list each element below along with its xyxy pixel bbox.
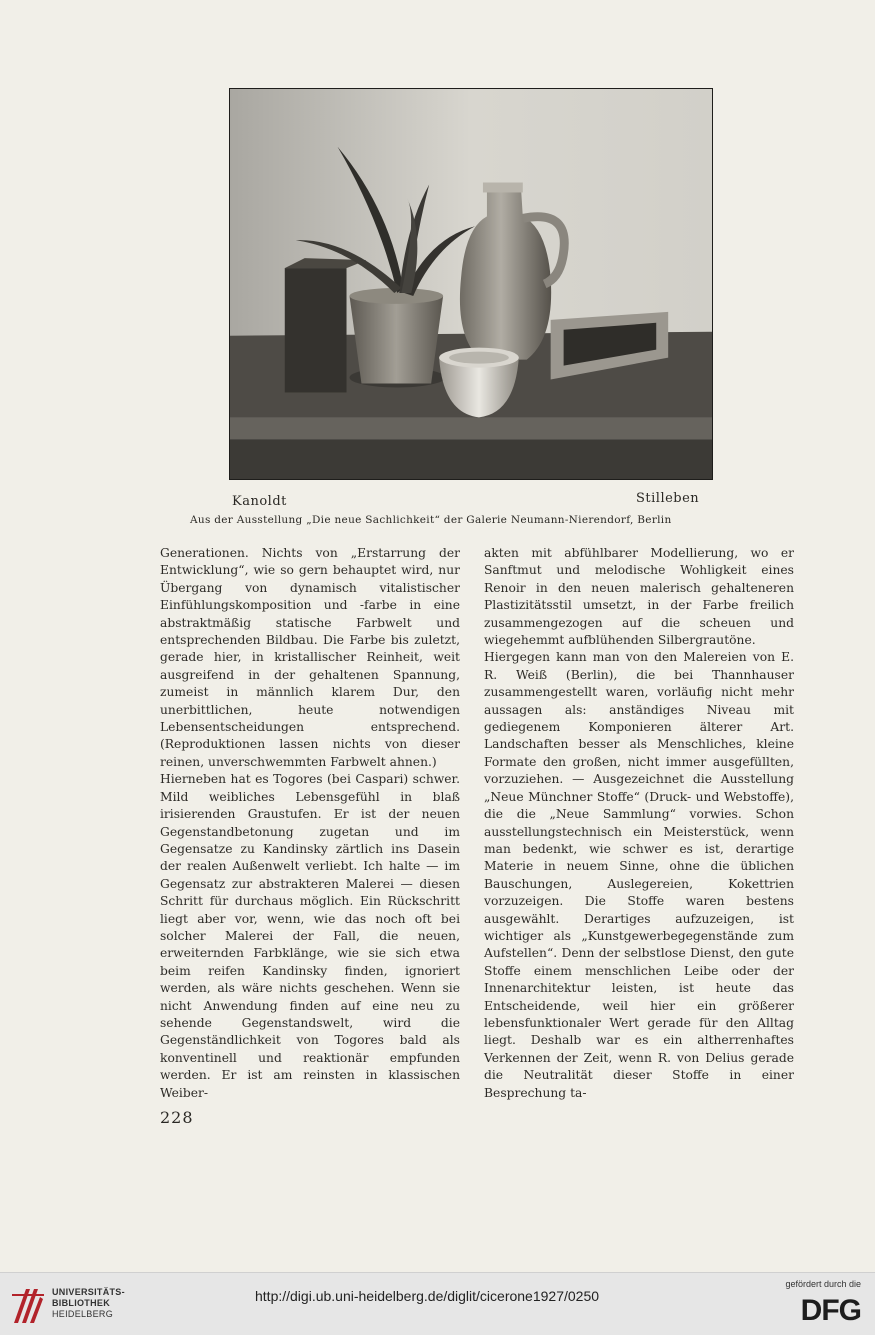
caption-title: Stilleben — [636, 491, 700, 506]
caption-artist: Kanoldt — [232, 494, 287, 509]
paragraph: Hiergegen kann man von den Malereien von E. R. Weiß (Berlin), die bei Thannhauser zusammengestellt waren, vorläufig nicht mehr aussagen als: anständiges Niveau mit gediegenem Komponieren älterer Art. Landschaften besser als Menschliches, kleine Formate den großen, nicht immer ausgefüllten, vorzuziehen. — Ausgezeichnet die Ausstellung „Neue Münchner Stoffe“ (Druck- und Webstoffe), die die „Neue Sammlung“ vorwies. Schon ausstellungstechnisch ein Meisterstück, wenn man bedenkt, wie schwer es ist, derartige Materie in neuem Sinne, ohne die üblichen Bauschungen, Auslegereien, Kokettrien vorzuzeigen. Die Stoffe waren bestens ausgewählt. Derartiges aufzuzeigen, ist wichtiger als „Kunstgewerbegegenstände zum Aufstellen“. Denn der selbstlose Dienst, den gute Stoffe einem menschlichen Leibe oder der Innenarchitektur leisten, ist heute das Entscheidende, weil hier ein größerer lebensfunktionaler Wert gerade für den Alltag liegt. Deshalb war es ein altherrenhaftes Verkennen der Zeit, wenn R. von Delius gerade die Neutralität dieser Stoffe in einer Besprechung ta- — [484, 650, 794, 1100]
paragraph: Hierneben hat es Togores (bei Caspari) schwer. Mild weibliches Lebensgefühl in blaß irisierenden Graustufen. Er ist der neuen Gegenstandbetonung zugetan und im Gegensatze zu Kandinsky zärtlich ins Dasein der realen Außenwelt verliebt. Ich halte — im Gegensatz zur abstrakteren Malerei — diesen Schritt für durchaus möglich. Ein Rückschritt liegt aber vor, wenn, wie das noch oft bei solcher Malerei der Fall, die neuen, erweiternden Farbklänge, wie sie sich etwa beim reifen Kandinsky finden, ignoriert werden, als wäre nichts geschehen. Wenn sie nicht Anwendung finden auf eine neu zu sehende Gegenstandswelt, wird die Gegenständlichkeit von Togores bald als konventinell und reaktionär empfunden werden. Er ist am reinsten in klassischen Weiber- — [160, 772, 460, 1100]
left-text-column — [160, 545, 460, 1102]
still-life-image — [230, 89, 712, 479]
library-name — [52, 1287, 125, 1320]
library-name-line: BIBLIOTHEK — [52, 1298, 110, 1308]
funding-label: gefördert durch die — [785, 1279, 861, 1289]
caption-source: Aus der Ausstellung „Die neue Sachlichkeit“ der Galerie Neumann-Nierendorf, Berlin — [190, 514, 672, 526]
permalink-url[interactable]: http://digi.ub.uni-heidelberg.de/diglit/cicerone1927/0250 — [255, 1288, 600, 1304]
right-text-column — [484, 545, 794, 1102]
paragraph: akten mit abfühlbarer Modellierung, wo er Sanftmut und melodische Wohligkeit eines Renoir in den neuen malerisch gehalteneren Plastizitätsstil umsetzt, in der Farbe freilich zusammengezogen auf die scheuen und wiegehemmt aufblühenden Silbergrautöne. — [484, 546, 794, 648]
viewer-footer — [0, 1272, 875, 1335]
library-logo-icon[interactable] — [10, 1283, 46, 1327]
dfg-logo[interactable]: DFG — [800, 1294, 861, 1327]
page-number: 228 — [160, 1108, 194, 1127]
library-name-line: UNIVERSITÄTS- — [52, 1287, 125, 1297]
still-life-reproduction — [229, 88, 713, 480]
library-name-line: HEIDELBERG — [52, 1309, 114, 1319]
paragraph: Generationen. Nichts von „Erstarrung der Entwicklung“, wie so gern behauptet wird, nur Übergang von dynamisch vitalistischer Einfühlungskomposition und -farbe in eine abstraktmäßig statische Farbwelt und entsprechenden Bildbau. Die Farbe bis zuletzt, gerade hier, in kristallischer Reinheit, weit ausgreifend in der gehaltenen Spannung, zumeist in männlich klarem Dur, den unerbittlichen, heute notwendigen Lebensentscheidungen entsprechend. (Reproduktionen lassen nichts von dieser reinen, unverschwemmten Farbwelt ahnen.) — [160, 546, 460, 769]
